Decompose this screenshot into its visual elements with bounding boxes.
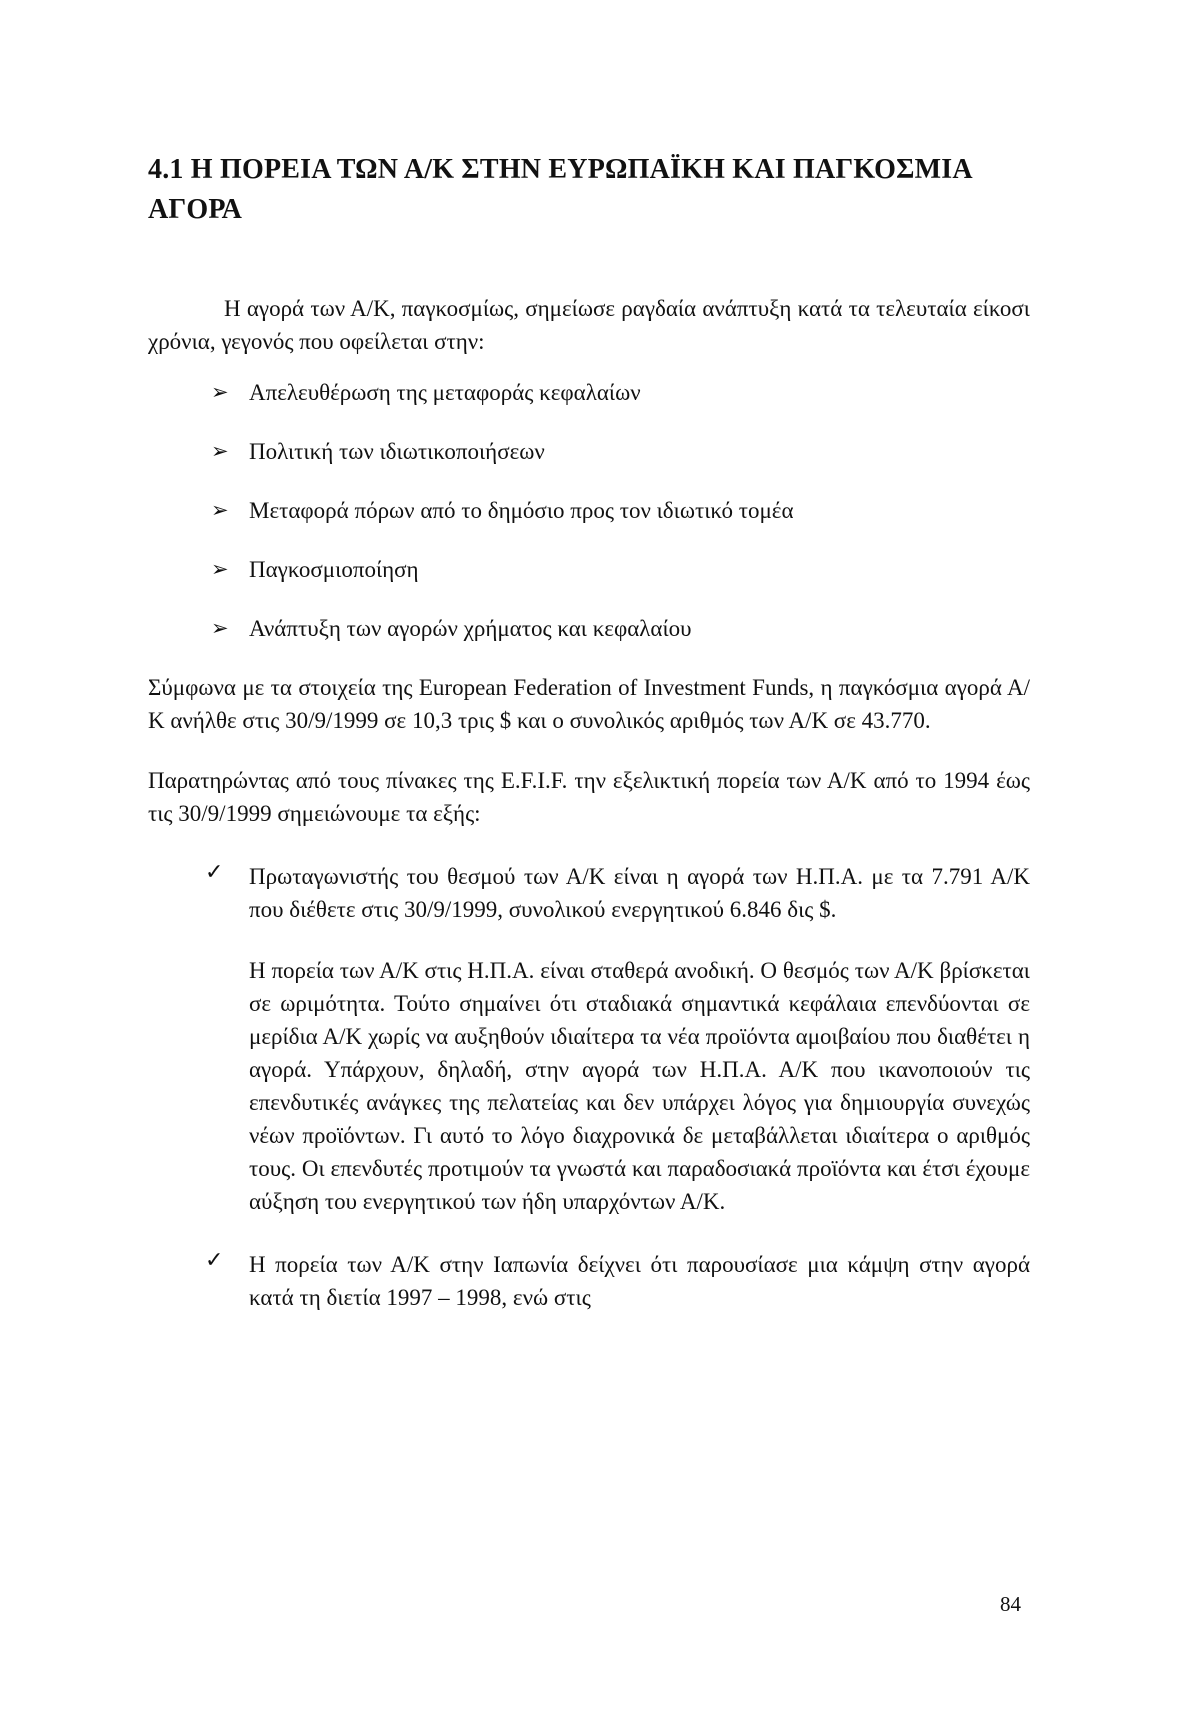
page-number: 84 [1000,1592,1021,1616]
observation-paragraph: Παρατηρώντας από τους πίνακες της E.F.I.F. την εξελικτική πορεία των Α/Κ από το 1994 έως τις 30/9/1999 σημειώνουμε τα εξής: [148,768,1030,826]
efif-paragraph: Σύμφωνα με τα στοιχεία της European Federation of Investment Funds, η παγκόσμια αγορά Α/Κ ανήλθε στις 30/9/1999 σε 10,3 τρις $ και ο συνολικός αριθμός των Α/Κ σε 43.770. [148,675,1030,733]
arrow-bullet-icon: ➢ [211,557,229,581]
findings-list [148,860,1030,1314]
finding-japan-text: Η πορεία των Α/Κ στην Ιαπωνία δείχνει ότι παρουσίασε μια κάμψη στην αγορά κατά τη διετία 1997 – 1998, ενώ στις [249,1252,1030,1310]
document-page [148,150,1030,1314]
finding-usa [148,860,1030,1218]
list-item: ➢ Παγκοσμιοποίηση [148,553,1030,586]
list-item: ➢ Απελευθέρωση της μεταφοράς κεφαλαίων [148,376,1030,409]
list-item: ➢ Μεταφορά πόρων από το δημόσιο προς τον ιδιωτικό τομέα [148,494,1030,527]
arrow-bullet-icon: ➢ [211,616,229,640]
list-item: ➢ Ανάπτυξη των αγορών χρήματος και κεφαλαίου [148,612,1030,645]
finding-usa-detail: Η πορεία των Α/Κ στις Η.Π.Α. είναι σταθερά ανοδική. Ο θεσμός των Α/Κ βρίσκεται σε ωριμότητα. Τούτο σημαίνει ότι σταδιακά σημαντικά κεφάλαια επενδύονται σε μερίδια Α/Κ χωρίς να αυξηθούν ιδιαίτερα τα νέα προϊόντα αμοιβαίου που διαθέτει η αγορά. Υπάρχουν, δηλαδή, στην αγορά των Η.Π.Α. Α/Κ που ικανοποιούν τις επενδυτικές ανάγκες της πελατείας και δεν υπάρχει λόγος για δημιουργία συνεχώς νέων προϊόντων. Γι αυτό το λόγο διαχρονικά δε μεταβάλλεται ιδιαίτερα ο αριθμός τους. Οι επενδυτές προτιμούν τα γνωστά και παραδοσιακά προϊόντα και έτσι έχουμε αύξηση του ενεργητικού των ήδη υπαρχόντων Α/Κ. [249,958,1030,1214]
list-item: ➢ Πολιτική των ιδιωτικοποιήσεων [148,435,1030,468]
finding-japan [148,1248,1030,1314]
arrow-bullet-icon: ➢ [211,498,229,522]
cause-list [148,376,1030,645]
finding-usa-text: Πρωταγωνιστής του θεσμού των Α/Κ είναι η αγορά των Η.Π.Α. με τα 7.791 Α/Κ που διέθετε στις 30/9/1999, συνολικού ενεργητικού 6.846 δις $. [249,864,1030,922]
intro-paragraph: Η αγορά των Α/Κ, παγκοσμίως, σημείωσε ραγδαία ανάπτυξη κατά τα τελευταία είκοσι χρόνια, γεγονός που οφείλεται στην: [148,296,1030,354]
section-heading: 4.1 Η ΠΟΡΕΙΑ ΤΩΝ Α/Κ ΣΤΗΝ ΕΥΡΩΠΑΪΚΗ ΚΑΙ ΠΑΓΚΟΣΜΙΑ ΑΓΟΡΑ [148,154,972,225]
checkmark-icon: ✓ [205,1248,224,1273]
checkmark-icon: ✓ [205,860,224,885]
arrow-bullet-icon: ➢ [211,439,229,463]
arrow-bullet-icon: ➢ [211,380,229,404]
